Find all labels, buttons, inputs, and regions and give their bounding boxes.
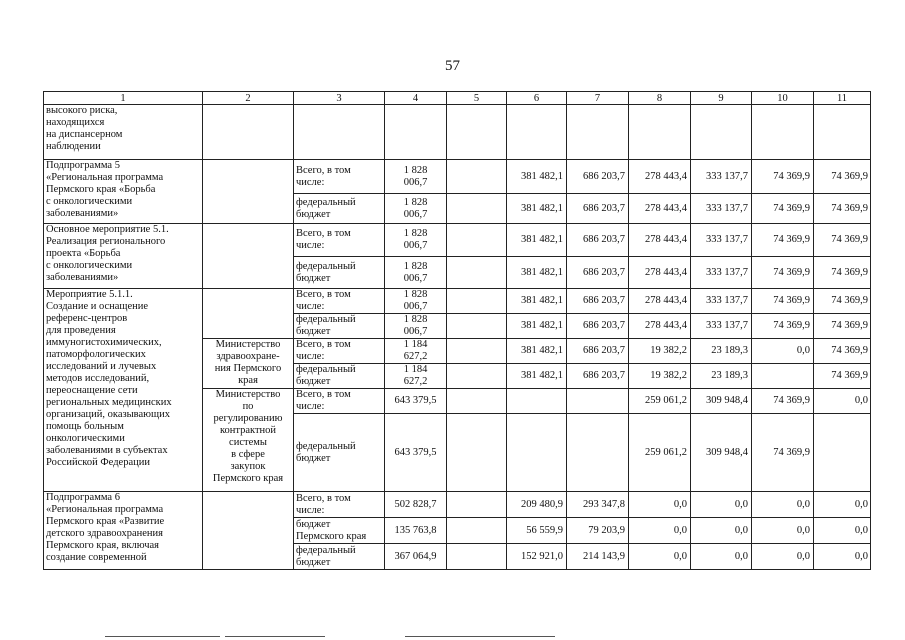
header-cell: 1 (44, 92, 203, 105)
header-cell: 7 (567, 92, 629, 105)
executor-cell: Министерство здравоохране- ния Пермского края (203, 339, 294, 389)
year-value-cell (447, 289, 507, 314)
year-value-cell: 686 203,7 (567, 364, 629, 389)
year-value-cell (507, 105, 567, 160)
year-value-cell (447, 224, 507, 257)
year-value-cell: 74 369,9 (752, 289, 814, 314)
year-value-cell (447, 339, 507, 364)
funding-source-cell: Всего, в том числе: (294, 339, 385, 364)
total-value-cell: 135 763,8 (385, 518, 447, 544)
year-value-cell: 333 137,7 (691, 224, 752, 257)
header-cell: 11 (814, 92, 871, 105)
total-value-cell: 1 184 627,2 (385, 364, 447, 389)
table-header-row (44, 92, 871, 105)
total-value-cell: 643 379,5 (385, 389, 447, 414)
total-value-cell: 1 828 006,7 (385, 289, 447, 314)
year-value-cell: 259 061,2 (629, 389, 691, 414)
year-value-cell: 381 482,1 (507, 257, 567, 289)
year-value-cell (447, 160, 507, 194)
year-value-cell: 278 443,4 (629, 289, 691, 314)
year-value-cell: 23 189,3 (691, 339, 752, 364)
year-value-cell (752, 105, 814, 160)
year-value-cell: 381 482,1 (507, 224, 567, 257)
year-value-cell: 74 369,9 (814, 314, 871, 339)
total-value-cell: 1 828 006,7 (385, 160, 447, 194)
year-value-cell (752, 364, 814, 389)
year-value-cell: 0,0 (814, 389, 871, 414)
header-cell: 2 (203, 92, 294, 105)
year-value-cell: 74 369,9 (814, 224, 871, 257)
year-value-cell: 278 443,4 (629, 224, 691, 257)
year-value-cell: 74 369,9 (814, 194, 871, 224)
year-value-cell (691, 105, 752, 160)
year-value-cell: 19 382,2 (629, 339, 691, 364)
header-cell: 3 (294, 92, 385, 105)
year-value-cell (447, 389, 507, 414)
year-value-cell: 0,0 (752, 492, 814, 518)
item-name-cell: Подпрограмма 6 «Региональная программа Пермского края «Развитие детского здравоохранения Пермского края, включая создание современной (44, 492, 203, 570)
year-value-cell: 381 482,1 (507, 160, 567, 194)
year-value-cell: 79 203,9 (567, 518, 629, 544)
year-value-cell (507, 414, 567, 492)
year-value-cell: 333 137,7 (691, 289, 752, 314)
year-value-cell (447, 492, 507, 518)
year-value-cell: 74 369,9 (814, 289, 871, 314)
header-cell: 6 (507, 92, 567, 105)
total-value-cell: 502 828,7 (385, 492, 447, 518)
executor-cell (203, 160, 294, 224)
year-value-cell: 686 203,7 (567, 339, 629, 364)
total-value-cell (385, 105, 447, 160)
year-value-cell (814, 414, 871, 492)
executor-cell (203, 224, 294, 289)
year-value-cell: 0,0 (691, 518, 752, 544)
year-value-cell: 0,0 (691, 544, 752, 570)
year-value-cell: 381 482,1 (507, 364, 567, 389)
funding-source-cell: федеральный бюджет (294, 257, 385, 289)
year-value-cell (567, 414, 629, 492)
header-cell: 9 (691, 92, 752, 105)
header-cell: 8 (629, 92, 691, 105)
total-value-cell: 1 828 006,7 (385, 224, 447, 257)
year-value-cell: 74 369,9 (752, 389, 814, 414)
budget-table (43, 91, 871, 570)
item-name-cell: Основное мероприятие 5.1. Реализация регионального проекта «Борьба с онкологическими заболеваниями» (44, 224, 203, 289)
year-value-cell: 0,0 (814, 544, 871, 570)
year-value-cell: 686 203,7 (567, 289, 629, 314)
year-value-cell: 74 369,9 (752, 414, 814, 492)
year-value-cell: 686 203,7 (567, 160, 629, 194)
total-value-cell: 1 828 006,7 (385, 194, 447, 224)
year-value-cell: 152 921,0 (507, 544, 567, 570)
year-value-cell: 381 482,1 (507, 289, 567, 314)
year-value-cell: 309 948,4 (691, 414, 752, 492)
year-value-cell: 0,0 (752, 544, 814, 570)
year-value-cell: 74 369,9 (814, 364, 871, 389)
table-row (44, 160, 871, 194)
funding-source-cell: бюджет Пермского края (294, 518, 385, 544)
year-value-cell: 278 443,4 (629, 314, 691, 339)
funding-source-cell: федеральный бюджет (294, 364, 385, 389)
item-name-cell: высокого риска, находящихся на диспансерном наблюдении (44, 105, 203, 160)
year-value-cell: 74 369,9 (814, 160, 871, 194)
funding-source-cell: федеральный бюджет (294, 544, 385, 570)
header-cell: 4 (385, 92, 447, 105)
total-value-cell: 1 828 006,7 (385, 314, 447, 339)
year-value-cell: 381 482,1 (507, 339, 567, 364)
year-value-cell: 74 369,9 (752, 160, 814, 194)
table-row (44, 105, 871, 160)
year-value-cell: 74 369,9 (752, 314, 814, 339)
funding-source-cell: Всего, в том числе: (294, 492, 385, 518)
year-value-cell: 333 137,7 (691, 160, 752, 194)
funding-source-cell: Всего, в том числе: (294, 160, 385, 194)
total-value-cell: 643 379,5 (385, 414, 447, 492)
year-value-cell: 0,0 (814, 492, 871, 518)
year-value-cell (447, 257, 507, 289)
year-value-cell: 686 203,7 (567, 224, 629, 257)
year-value-cell: 686 203,7 (567, 257, 629, 289)
year-value-cell: 74 369,9 (814, 257, 871, 289)
year-value-cell (447, 194, 507, 224)
table-row (44, 492, 871, 518)
year-value-cell: 214 143,9 (567, 544, 629, 570)
year-value-cell: 0,0 (629, 518, 691, 544)
year-value-cell: 686 203,7 (567, 314, 629, 339)
year-value-cell: 209 480,9 (507, 492, 567, 518)
year-value-cell (447, 518, 507, 544)
executor-cell (203, 289, 294, 339)
year-value-cell: 23 189,3 (691, 364, 752, 389)
page-number: 57 (445, 58, 460, 74)
year-value-cell: 19 382,2 (629, 364, 691, 389)
funding-source-cell: Всего, в том числе: (294, 389, 385, 414)
item-name-cell: Мероприятие 5.1.1. Создание и оснащение референс-центров для проведения иммуногистохимических, патоморфологических исследований и лучевых методов исследований, переоснащение сети региональных медицинских организаций, оказывающих помощь больным онкологическими заболеваниями в субъектах Российской Федерации (44, 289, 203, 492)
year-value-cell: 686 203,7 (567, 194, 629, 224)
year-value-cell: 333 137,7 (691, 314, 752, 339)
year-value-cell: 74 369,9 (752, 194, 814, 224)
header-cell: 10 (752, 92, 814, 105)
year-value-cell (447, 364, 507, 389)
year-value-cell: 74 369,9 (752, 257, 814, 289)
year-value-cell (507, 389, 567, 414)
total-value-cell: 1 184 627,2 (385, 339, 447, 364)
year-value-cell: 293 347,8 (567, 492, 629, 518)
year-value-cell: 381 482,1 (507, 194, 567, 224)
year-value-cell: 0,0 (629, 492, 691, 518)
year-value-cell (567, 105, 629, 160)
year-value-cell: 333 137,7 (691, 257, 752, 289)
year-value-cell (814, 105, 871, 160)
year-value-cell: 56 559,9 (507, 518, 567, 544)
year-value-cell: 278 443,4 (629, 257, 691, 289)
year-value-cell: 0,0 (629, 544, 691, 570)
year-value-cell: 0,0 (814, 518, 871, 544)
header-cell: 5 (447, 92, 507, 105)
funding-source-cell: федеральный бюджет (294, 194, 385, 224)
year-value-cell (447, 414, 507, 492)
year-value-cell: 278 443,4 (629, 160, 691, 194)
year-value-cell (447, 105, 507, 160)
year-value-cell: 278 443,4 (629, 194, 691, 224)
executor-cell (203, 492, 294, 570)
table-row (44, 224, 871, 257)
year-value-cell: 333 137,7 (691, 194, 752, 224)
funding-source-cell: Всего, в том числе: (294, 224, 385, 257)
year-value-cell: 0,0 (752, 518, 814, 544)
funding-source-cell: федеральный бюджет (294, 314, 385, 339)
total-value-cell: 1 828 006,7 (385, 257, 447, 289)
year-value-cell: 381 482,1 (507, 314, 567, 339)
funding-source-cell (294, 105, 385, 160)
footer-scan-lines (105, 636, 555, 637)
year-value-cell: 259 061,2 (629, 414, 691, 492)
table-row (44, 289, 871, 314)
year-value-cell (447, 544, 507, 570)
year-value-cell (629, 105, 691, 160)
funding-source-cell: Всего, в том числе: (294, 289, 385, 314)
year-value-cell (567, 389, 629, 414)
executor-cell (203, 105, 294, 160)
item-name-cell: Подпрограмма 5 «Региональная программа Пермского края «Борьба с онкологическими заболеваниями» (44, 160, 203, 224)
year-value-cell: 309 948,4 (691, 389, 752, 414)
year-value-cell: 0,0 (691, 492, 752, 518)
funding-source-cell: федеральный бюджет (294, 414, 385, 492)
year-value-cell: 74 369,9 (814, 339, 871, 364)
executor-cell: Министерство по регулированию контрактной системы в сфере закупок Пермского края (203, 389, 294, 492)
year-value-cell: 74 369,9 (752, 224, 814, 257)
year-value-cell: 0,0 (752, 339, 814, 364)
total-value-cell: 367 064,9 (385, 544, 447, 570)
year-value-cell (447, 314, 507, 339)
